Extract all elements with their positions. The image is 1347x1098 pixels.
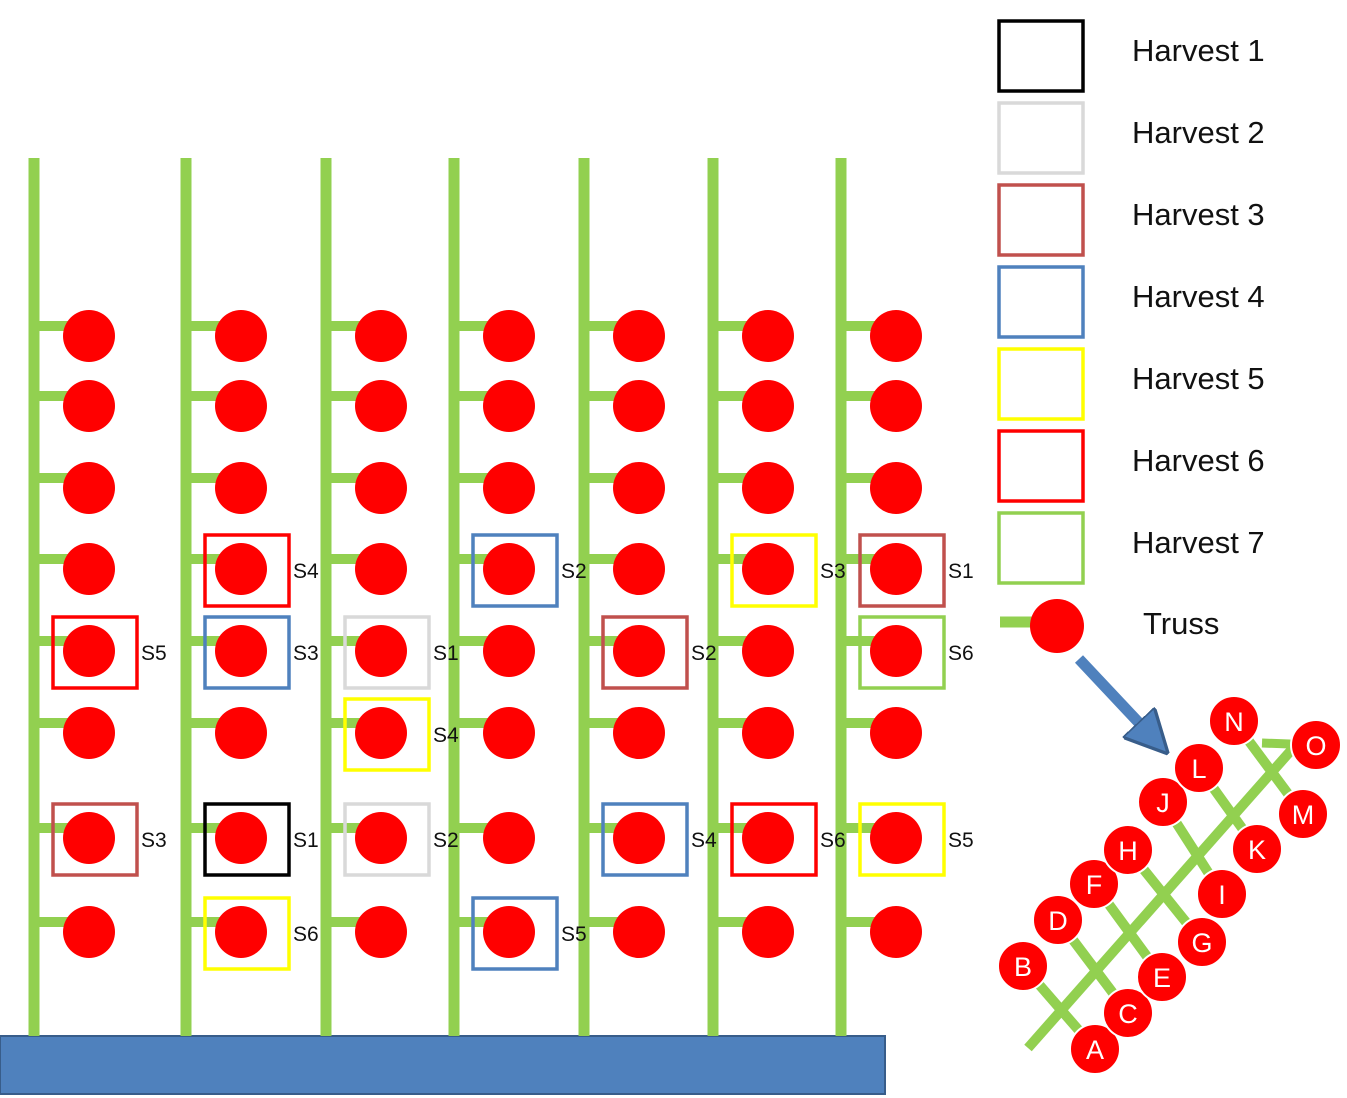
- legend-swatch: [999, 103, 1083, 173]
- truss-fruit: [215, 812, 267, 864]
- truss-fruit: [355, 812, 407, 864]
- detail-fruit-n: [1209, 696, 1259, 746]
- truss-fruit: [63, 906, 115, 958]
- legend-swatch: [999, 431, 1083, 501]
- detail-fruit-label: M: [1291, 800, 1315, 830]
- plant-4: [454, 158, 535, 1036]
- truss-fruit: [613, 462, 665, 514]
- truss-fruit: [63, 812, 115, 864]
- detail-fruit-label: J: [1156, 788, 1170, 818]
- legend-truss-label: Truss: [1143, 606, 1220, 641]
- truss-fruit: [355, 380, 407, 432]
- sample-label: S4: [293, 560, 319, 583]
- sample-label: S2: [433, 829, 459, 852]
- legend-item-harvest-2: [999, 103, 1265, 173]
- legend-swatch: [999, 513, 1083, 583]
- truss-fruit: [215, 707, 267, 759]
- sample-label: S1: [433, 642, 459, 665]
- legend-swatch: [999, 267, 1083, 337]
- truss-fruit: [613, 380, 665, 432]
- truss-fruit: [613, 310, 665, 362]
- truss-fruit: [483, 625, 535, 677]
- sample-label: S2: [561, 560, 587, 583]
- detail-fruit-label: I: [1218, 880, 1226, 910]
- legend-truss-fruit: [1030, 599, 1084, 653]
- detail-fruit-label: B: [1013, 952, 1033, 982]
- legend-truss-item: [1000, 599, 1219, 653]
- truss-fruit: [742, 812, 794, 864]
- plant-1: [34, 158, 115, 1036]
- legend-item-harvest-3: [999, 185, 1265, 255]
- legend-label: Harvest 7: [1132, 525, 1265, 560]
- truss-fruit: [215, 543, 267, 595]
- detail-fruit-k: [1232, 824, 1282, 874]
- truss-fruit: [63, 310, 115, 362]
- truss-fruit: [63, 380, 115, 432]
- truss-fruit: [613, 906, 665, 958]
- sample-label: S3: [820, 560, 846, 583]
- truss-fruit: [483, 380, 535, 432]
- truss-fruit: [215, 310, 267, 362]
- truss-fruit: [870, 906, 922, 958]
- truss-fruit: [742, 380, 794, 432]
- truss-fruit: [742, 462, 794, 514]
- truss-fruit: [870, 310, 922, 362]
- sample-label: S6: [820, 829, 846, 852]
- truss-fruit: [483, 707, 535, 759]
- truss-fruit: [63, 543, 115, 595]
- truss-fruit: [483, 812, 535, 864]
- legend-label: Harvest 1: [1132, 33, 1265, 68]
- plant-2: [186, 158, 267, 1036]
- detail-fruit-label: L: [1191, 754, 1207, 784]
- truss-detail: [998, 696, 1341, 1074]
- legend-swatch: [999, 349, 1083, 419]
- legend-item-harvest-6: [999, 431, 1265, 501]
- truss-fruit: [742, 310, 794, 362]
- sample-label: S1: [293, 829, 319, 852]
- detail-fruit-g: [1177, 917, 1227, 967]
- detail-arrow: [1079, 659, 1157, 742]
- sample-label: S4: [433, 724, 459, 747]
- sample-label: S1: [948, 560, 974, 583]
- truss-fruit: [742, 543, 794, 595]
- truss-fruit: [742, 707, 794, 759]
- truss-fruit: [215, 462, 267, 514]
- sample-label: S2: [691, 642, 717, 665]
- plant-rows: [34, 158, 922, 1036]
- truss-fruit: [355, 543, 407, 595]
- truss-fruit: [355, 310, 407, 362]
- truss-fruit: [742, 906, 794, 958]
- truss-fruit: [742, 625, 794, 677]
- sample-label: S3: [293, 642, 319, 665]
- truss-fruit: [63, 462, 115, 514]
- detail-fruit-label: C: [1118, 999, 1138, 1029]
- plant-3: [326, 158, 407, 1036]
- legend-swatch: [999, 185, 1083, 255]
- truss-fruit: [63, 625, 115, 677]
- sample-label: S5: [141, 642, 167, 665]
- detail-fruit-label: K: [1247, 835, 1267, 865]
- legend-item-harvest-4: [999, 267, 1265, 337]
- legend-item-harvest-7: [999, 513, 1265, 583]
- detail-fruit-i: [1197, 869, 1247, 919]
- legend-label: Harvest 2: [1132, 115, 1265, 150]
- detail-fruit-h: [1103, 825, 1153, 875]
- legend-label: Harvest 5: [1132, 361, 1265, 396]
- detail-fruit-l: [1174, 743, 1224, 793]
- truss-fruit: [215, 380, 267, 432]
- truss-fruit: [870, 543, 922, 595]
- truss-fruit: [215, 625, 267, 677]
- sample-label: S6: [948, 642, 974, 665]
- truss-fruit: [355, 707, 407, 759]
- truss-fruit: [215, 906, 267, 958]
- truss-fruit: [613, 812, 665, 864]
- sample-label: S5: [948, 829, 974, 852]
- truss-fruit: [483, 310, 535, 362]
- sample-label: S6: [293, 923, 319, 946]
- legend-label: Harvest 6: [1132, 443, 1265, 478]
- truss-fruit: [870, 812, 922, 864]
- truss-fruit: [355, 906, 407, 958]
- detail-fruit-d: [1033, 895, 1083, 945]
- detail-fruit-label: G: [1191, 928, 1213, 958]
- truss-fruit: [483, 543, 535, 595]
- truss-fruit: [870, 380, 922, 432]
- detail-fruit-label: N: [1224, 707, 1244, 737]
- detail-fruit-label: F: [1085, 870, 1103, 900]
- detail-fruit-label: O: [1305, 731, 1327, 761]
- truss-fruit: [355, 625, 407, 677]
- truss-fruit: [63, 707, 115, 759]
- sample-label: S3: [141, 829, 167, 852]
- sample-label: S4: [691, 829, 717, 852]
- detail-fruit-m: [1278, 789, 1328, 839]
- truss-fruit: [870, 462, 922, 514]
- truss-fruit: [483, 906, 535, 958]
- legend-item-harvest-5: [999, 349, 1265, 419]
- truss-fruit: [613, 543, 665, 595]
- legend-swatch: [999, 21, 1083, 91]
- legend-label: Harvest 3: [1132, 197, 1265, 232]
- legend-label: Harvest 4: [1132, 279, 1265, 314]
- truss-fruit: [613, 625, 665, 677]
- detail-fruit-e: [1137, 952, 1187, 1002]
- truss-fruit: [870, 707, 922, 759]
- detail-fruit-label: E: [1152, 963, 1172, 993]
- detail-fruit-b: [998, 941, 1048, 991]
- ground-base: [0, 1036, 885, 1094]
- truss-fruit: [870, 625, 922, 677]
- detail-fruit-label: A: [1085, 1035, 1105, 1065]
- plant-7: [841, 158, 922, 1036]
- truss-fruit: [355, 462, 407, 514]
- legend-item-harvest-1: [999, 21, 1265, 91]
- legend: [999, 21, 1265, 653]
- truss-fruit: [483, 462, 535, 514]
- detail-fruit-o: [1291, 720, 1341, 770]
- plant-6: [713, 158, 794, 1036]
- detail-fruit-label: D: [1048, 906, 1068, 936]
- detail-fruit-label: H: [1118, 836, 1138, 866]
- plant-5: [584, 158, 665, 1036]
- sample-label: S5: [561, 923, 587, 946]
- truss-fruit: [613, 707, 665, 759]
